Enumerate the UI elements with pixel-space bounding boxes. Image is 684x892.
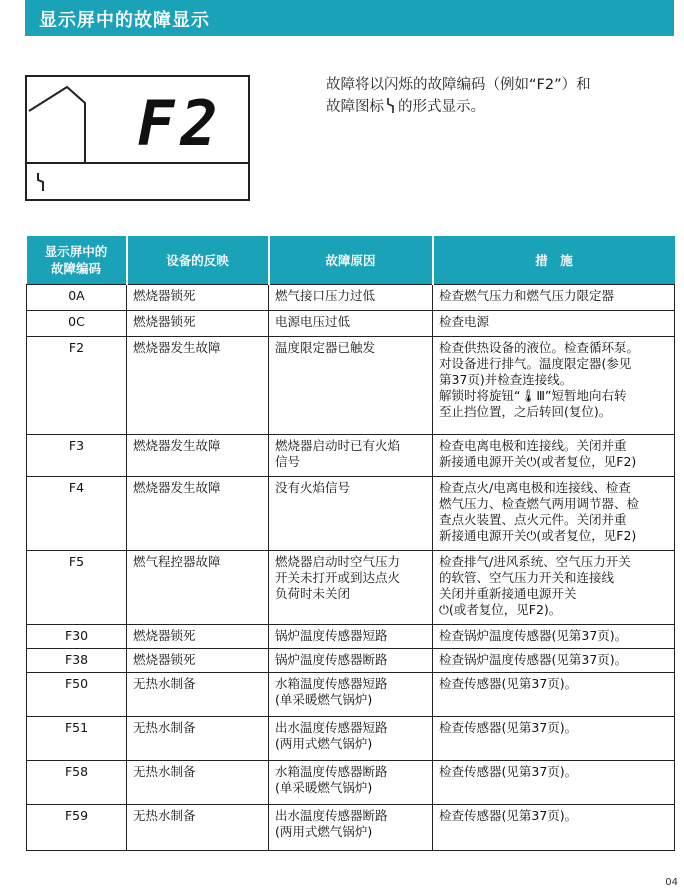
fault-code-display: F2 [137,87,224,160]
header-fault-code: 显示屏中的 故障编码 [27,236,127,285]
cell-action: 检查锅炉温度传感器(见第37页)。 [433,649,675,673]
cell-action: 检查电离电极和连接线。关闭并重 新接通电源开关⏻(或者复位，见F2) [433,435,675,477]
cell-action: 检查传感器(见第37页)。 [433,761,675,805]
fault-code-table [26,236,675,851]
cell-reaction: 燃烧器发生故障 [127,477,269,551]
page-number: 04 [665,877,678,888]
cell-cause: 没有火焰信号 [269,477,433,551]
cell-action: 检查传感器(见第37页)。 [433,805,675,851]
intro-line-2-after: 的形式显示。 [398,99,485,115]
display-divider [27,162,248,164]
cell-reaction: 无热水制备 [127,805,269,851]
cell-code: F30 [27,625,127,649]
cell-code: F2 [27,337,127,435]
cell-reaction: 燃烧器发生故障 [127,337,269,435]
table-row [27,551,675,625]
cell-cause: 出水温度传感器短路 (两用式燃气锅炉) [269,717,433,761]
table-row [27,337,675,435]
intro-line-2-before: 故障图标 [326,99,384,115]
cell-reaction: 燃烧器发生故障 [127,435,269,477]
cell-code: F5 [27,551,127,625]
cell-reaction: 燃烧器锁死 [127,649,269,673]
cell-action: 检查电源 [433,311,675,337]
cell-cause: 燃烧器启动时空气压力 开关未打开或到达点火 负荷时未关闭 [269,551,433,625]
lcd-display [25,75,250,201]
table-row [27,673,675,717]
cell-code: F38 [27,649,127,673]
fault-icon [35,172,47,192]
cell-reaction: 无热水制备 [127,673,269,717]
table-row [27,311,675,337]
cell-reaction: 燃气程控器故障 [127,551,269,625]
cell-action: 检查锅炉温度传感器(见第37页)。 [433,625,675,649]
header-measures: 措 施 [433,236,675,285]
cell-cause: 锅炉温度传感器短路 [269,625,433,649]
cell-cause: 燃气接口压力过低 [269,285,433,311]
cell-code: F50 [27,673,127,717]
cell-code: 0C [27,311,127,337]
intro-text [326,74,666,118]
intro-line-1: 故障将以闪烁的故障编码（例如“F2”）和 [326,77,591,93]
cell-action: 检查燃气压力和燃气压力限定器 [433,285,675,311]
section-title: 显示屏中的故障显示 [39,10,210,31]
header-device-reaction: 设备的反映 [127,236,269,285]
cell-action: 检查点火/电离电极和连接线、检查 燃气压力、检查燃气两用调节器、检 查点火装置、点火元件。关闭并重 新接通电源开关⏻(或者复位，见F2) [433,477,675,551]
table-row [27,477,675,551]
table-header-row [27,236,675,285]
cell-action: 检查供热设备的液位。检查循环泵。 对设备进行排气。温度限定器(参见 第37页)并检查连接线。 解锁时将旋钮“🌡Ⅲ”短暂地向右转 至止挡位置，之后转回(复位)。 [433,337,675,435]
cell-reaction: 燃烧器锁死 [127,625,269,649]
cell-cause: 出水温度传感器断路 (两用式燃气锅炉) [269,805,433,851]
cell-action: 检查排气/进风系统、空气压力开关 的软管、空气压力开关和连接线 关闭并重新接通电源开关 ⏻(或者复位，见F2)。 [433,551,675,625]
cell-code: F4 [27,477,127,551]
house-icon [27,81,87,165]
intro-line-2 [326,96,666,118]
cell-action: 检查传感器(见第37页)。 [433,717,675,761]
table-row [27,805,675,851]
cell-cause: 燃烧器启动时已有火焰 信号 [269,435,433,477]
cell-reaction: 燃烧器锁死 [127,311,269,337]
cell-code: F3 [27,435,127,477]
cell-action: 检查传感器(见第37页)。 [433,673,675,717]
cell-reaction: 无热水制备 [127,717,269,761]
cell-code: 0A [27,285,127,311]
table-row [27,285,675,311]
table-row [27,625,675,649]
cell-code: F59 [27,805,127,851]
fault-icon [386,97,396,114]
cell-reaction: 燃烧器锁死 [127,285,269,311]
table-row [27,717,675,761]
cell-cause: 温度限定器已触发 [269,337,433,435]
cell-code: F58 [27,761,127,805]
cell-cause: 水箱温度传感器短路 (单采暖燃气锅炉) [269,673,433,717]
table-row [27,435,675,477]
table-row [27,649,675,673]
cell-cause: 锅炉温度传感器断路 [269,649,433,673]
table-row [27,761,675,805]
cell-code: F51 [27,717,127,761]
cell-cause: 电源电压过低 [269,311,433,337]
header-fault-cause: 故障原因 [269,236,433,285]
section-header [25,0,674,36]
cell-cause: 水箱温度传感器断路 (单采暖燃气锅炉) [269,761,433,805]
cell-reaction: 无热水制备 [127,761,269,805]
